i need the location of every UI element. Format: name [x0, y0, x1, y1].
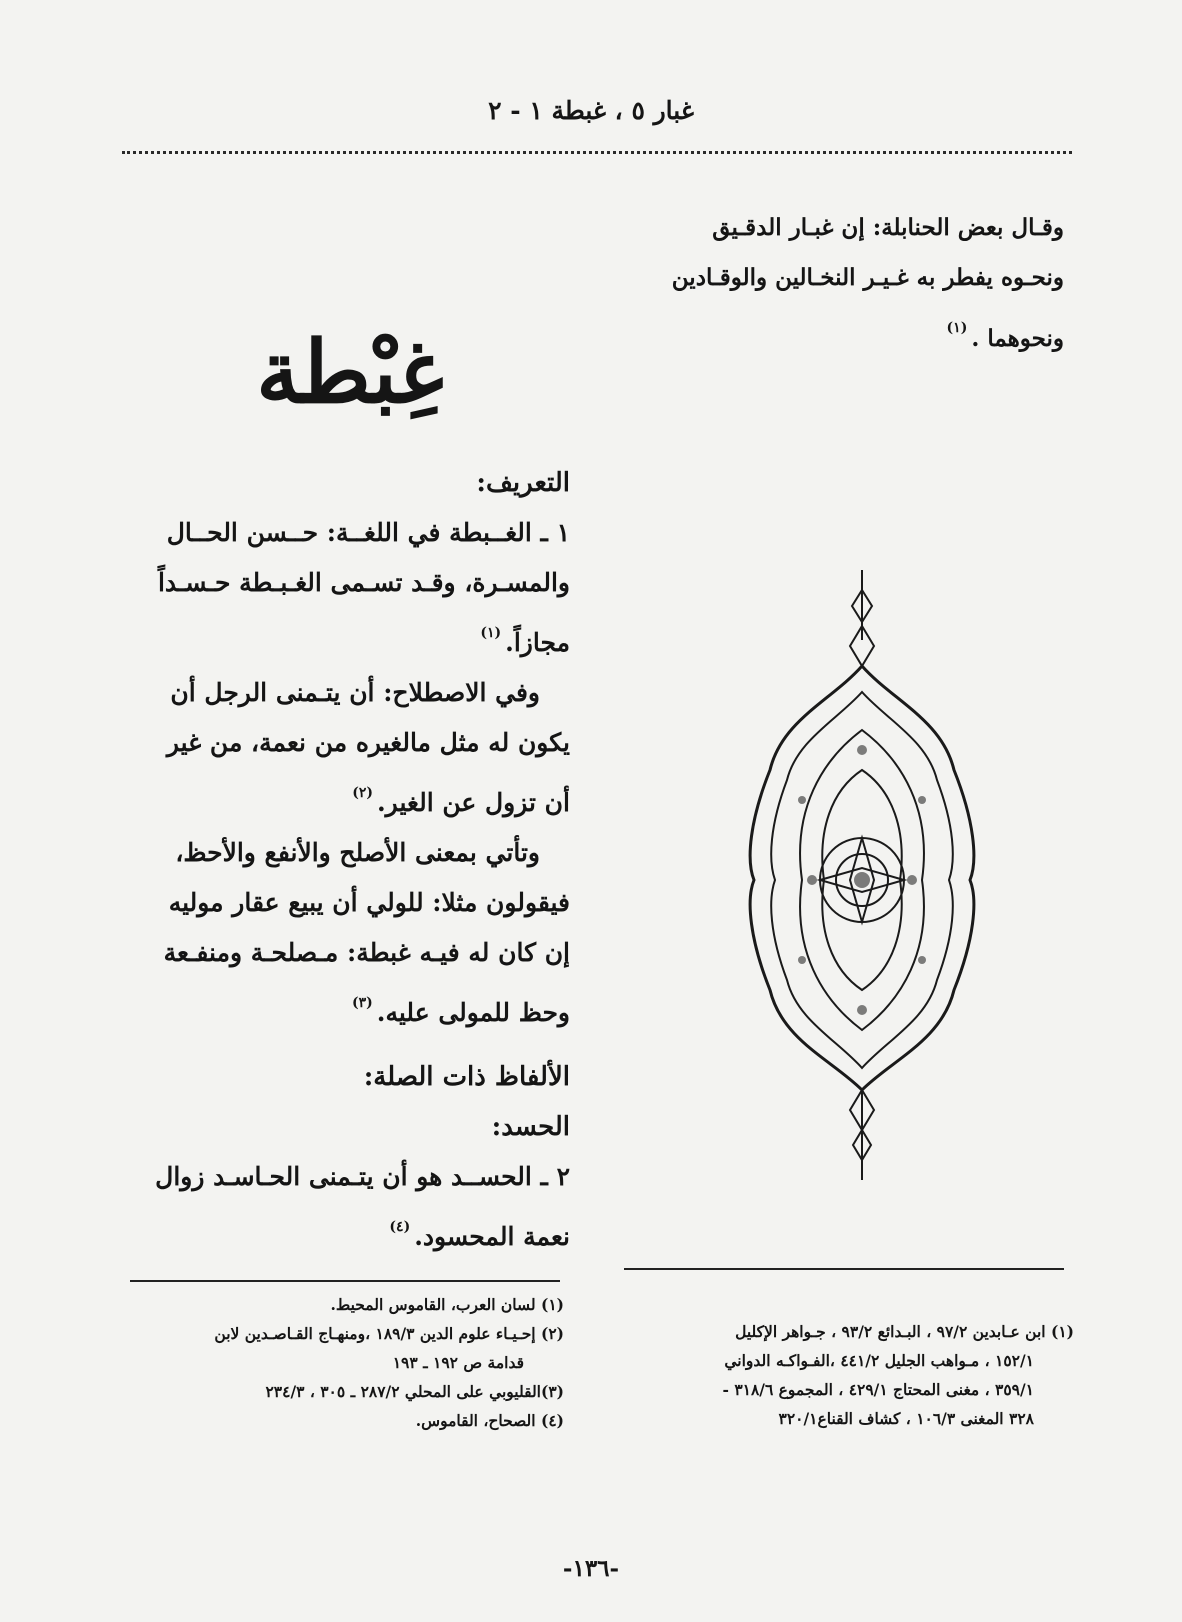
text-line: إن كان له فيـه غبطة: مـصلحـة ومنفـعة: [163, 938, 570, 967]
footnote-continuation: قدامة ص ١٩٢ ـ ١٩٣: [392, 1353, 524, 1372]
text-line: والمسـرة، وقـد تسـمى الغـبـطة حـسـداً: [157, 568, 570, 597]
text-line: فيقولون مثلا: للولي أن يبيع عقار موليه: [168, 888, 570, 917]
footnote-item: [120, 1319, 564, 1348]
definition-section: [118, 458, 570, 1038]
section-heading: الألفاظ ذات الصلة:: [363, 1062, 570, 1092]
decorative-ornament: [742, 570, 982, 1180]
footnote-number: (١): [1050, 1322, 1074, 1341]
footnote-divider: [130, 1280, 560, 1282]
footnotes-left: [120, 1290, 564, 1435]
footnote-item: [620, 1317, 1074, 1346]
text-line: ٢ ـ الحســد هو أن يتـمنى الحـاسـد زوال: [155, 1162, 570, 1191]
footnote-ref: (١): [946, 320, 968, 336]
footnote-ref: (١): [480, 625, 502, 641]
footnote-continuation: ١٥٢/١ ، مـواهب الجليل ٤٤١/٢ ،الفـواكـه الدواني: [724, 1351, 1034, 1370]
footnote-text: الصحاح، القاموس.: [415, 1411, 536, 1430]
footnote-number: (٣): [540, 1382, 564, 1401]
footnote-ref: (٤): [389, 1219, 411, 1235]
text-line: [118, 768, 570, 828]
header-divider: [122, 151, 1072, 154]
right-column-text: [614, 203, 1064, 364]
footnote-number: (٢): [540, 1324, 564, 1343]
text-line: [118, 978, 570, 1038]
footnote-text: لسان العرب، القاموس المحيط.: [330, 1295, 536, 1314]
footnote-text: إحـيـاء علوم الدين ١٨٩/٣ ،ومنهـاج القـاصـدين لابن: [214, 1324, 536, 1343]
footnote-text: ابن عـابدين ٩٧/٢ ، البـدائع ٩٣/٢ ، جـواهر الإكليل: [735, 1322, 1046, 1341]
page-number: -١٣٦-: [562, 1555, 620, 1582]
text-line: [614, 303, 1064, 364]
footnotes-right: [620, 1317, 1074, 1433]
footnote-text: القليوبي على المحلي ٢٨٧/٢ ـ ٣٠٥ ، ٢٣٤/٣: [265, 1382, 541, 1401]
text-segment: نعمة المحسود.: [414, 1222, 570, 1251]
entry-title: غِبْطة: [256, 322, 444, 423]
footnote-divider: [624, 1268, 1064, 1270]
related-terms-section: [118, 1052, 570, 1262]
subsection-heading: الحسد:: [491, 1112, 570, 1142]
text-line: يكون له مثل مالغيره من نعمة، من غير: [166, 728, 570, 757]
section-heading: التعريف:: [476, 468, 570, 498]
footnote-number: (٤): [540, 1411, 564, 1430]
running-header: غبار ٥ ، غبطة ١ - ٢: [488, 96, 694, 125]
footnote-continuation: ٣٥٩/١ ، مغنى المحتاج ٤٢٩/١ ، المجموع ٣١٨/٦ -: [722, 1380, 1034, 1399]
text-segment: مجازاً.: [505, 628, 570, 657]
text-segment: أن تزول عن الغير.: [376, 788, 570, 817]
footnote-continuation: ٣٢٨ المغنى ١٠٦/٣ ، كشاف القناع٣٢٠/١: [778, 1409, 1034, 1428]
text-segment: وحظ للمولى عليه.: [376, 998, 570, 1027]
text-line: [118, 608, 570, 668]
footnote-item: [120, 1406, 564, 1435]
text-segment: ونحوهما .: [971, 325, 1064, 352]
text-line: وفي الاصطلاح: أن يتـمنى الرجل أن: [170, 678, 540, 707]
text-line: وقـال بعض الحنابلة: إن غبـار الدقـيق: [712, 214, 1064, 241]
text-line: ونحـوه يفطر به غـيـر النخـالين والوقـادين: [671, 264, 1064, 291]
text-line: ١ ـ الغــبطة في اللغــة: حــسن الحــال: [166, 518, 570, 547]
text-line: وتأتي بمعنى الأصلح والأنفع والأحظ،: [175, 838, 540, 867]
text-line: [118, 1202, 570, 1262]
footnote-ref: (٣): [351, 995, 373, 1011]
footnote-number: (١): [540, 1295, 564, 1314]
footnote-ref: (٢): [352, 785, 373, 801]
footnote-item: [120, 1377, 564, 1406]
footnote-item: [120, 1290, 564, 1319]
